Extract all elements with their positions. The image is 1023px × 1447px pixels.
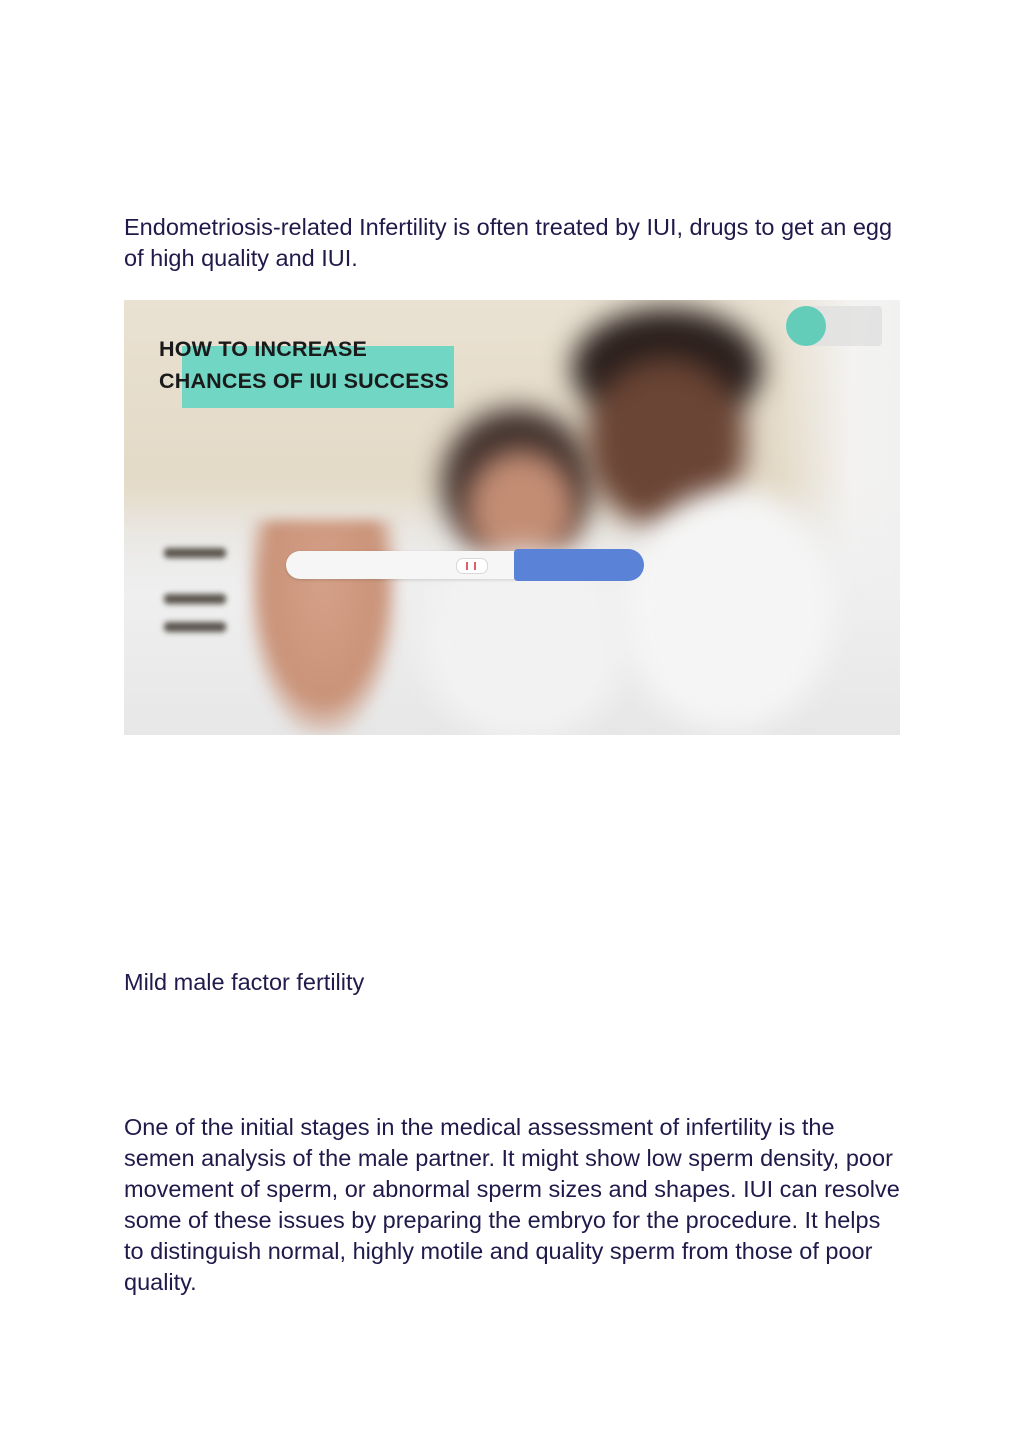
brand-logo-icon (786, 306, 826, 346)
image-title-line-1: HOW TO INCREASE (159, 337, 368, 361)
result-line (466, 562, 468, 570)
paragraph-endometriosis: Endometriosis-related Infertility is often treated by IUI, drugs to get an egg of high quality and IUI. (124, 214, 893, 271)
image-title-line-2: CHANCES OF IUI SUCCESS (159, 369, 449, 393)
result-line (474, 562, 476, 570)
pregnancy-test-stick (286, 549, 644, 581)
paragraph-semen-analysis: One of the initial stages in the medical assessment of infertility is the semen analysis of the male partner. It might show low sperm density, poor movement of sperm, or abnormal sperm sizes and shapes. IUI can resolve some of these issues by preparing the embryo for the procedure. It helps to distinguish normal, highly motile and quality sperm from those of poor quality. (124, 1114, 900, 1295)
paragraph-male-factor-heading: Mild male factor fertility (124, 969, 365, 995)
article-image (124, 300, 900, 735)
stick-result-window (456, 558, 488, 574)
image-blind-slat (164, 622, 226, 632)
man-shirt (624, 490, 834, 730)
brand-logo (786, 306, 882, 346)
image-title (159, 333, 449, 397)
image-blind-slat (164, 548, 226, 558)
stick-cap (514, 549, 644, 581)
image-blind-slat (164, 594, 226, 604)
